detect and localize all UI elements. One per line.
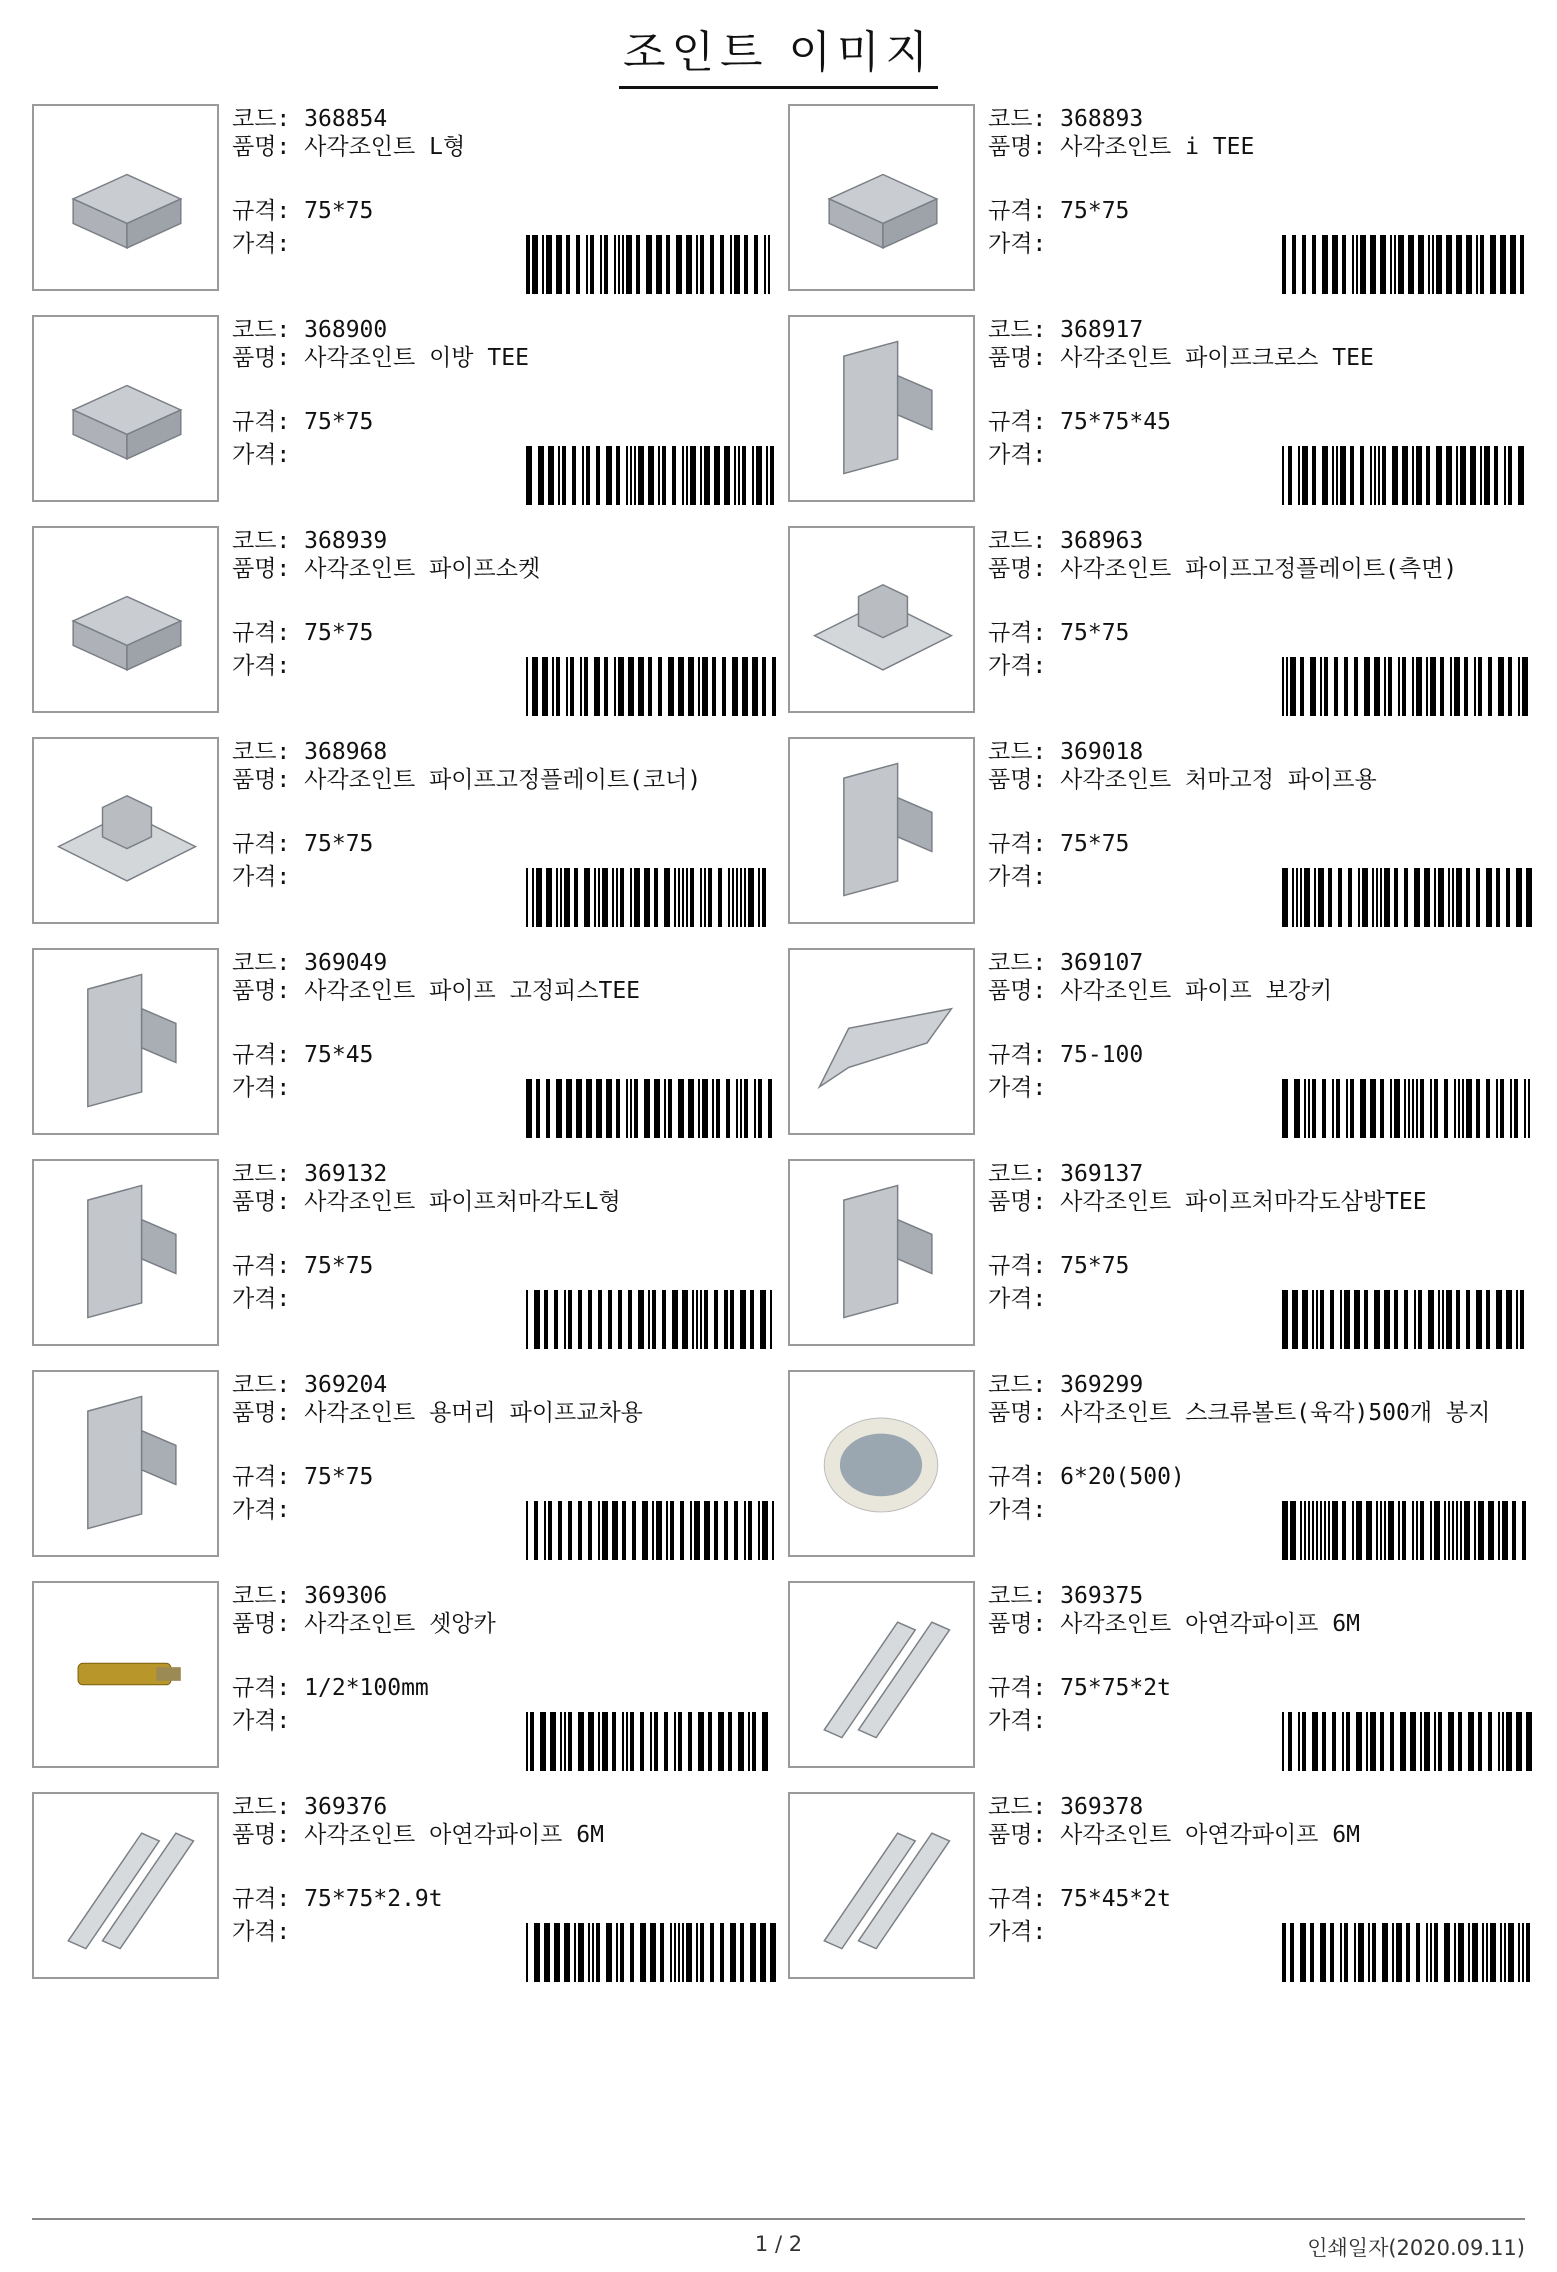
product-code: 369107 (1060, 950, 1144, 976)
name-label: 품명: (232, 978, 291, 1004)
product-name: 사각조인트 이방 TEE (304, 345, 529, 371)
product-barcode (1282, 1923, 1532, 1982)
name-label: 품명: (988, 1189, 1047, 1215)
product-code: 369378 (1060, 1794, 1144, 1820)
price-label: 가격: (232, 1708, 291, 1734)
product-name: 사각조인트 파이프처마각도L형 (304, 1189, 621, 1215)
eaves-angle-three-way-image (788, 1159, 975, 1346)
product-code: 369049 (304, 950, 388, 976)
price-label: 가격: (232, 1286, 291, 1312)
eaves-fixing-image (788, 737, 975, 924)
spec-label: 규격: (232, 1464, 291, 1490)
product-code: 369376 (304, 1794, 388, 1820)
product-barcode (526, 657, 776, 716)
spec-label: 규격: (988, 1253, 1047, 1279)
price-label: 가격: (232, 653, 291, 679)
price-label: 가격: (988, 442, 1047, 468)
product-spec: 75*75*45 (1060, 409, 1171, 435)
product-card (788, 1581, 1536, 1771)
code-label: 코드: (232, 1583, 291, 1609)
product-code: 368854 (304, 106, 388, 132)
product-card (32, 1792, 780, 1982)
name-label: 품명: (232, 1611, 291, 1637)
zinc-square-pipe-image (788, 1581, 975, 1768)
product-name: 사각조인트 L형 (304, 134, 466, 160)
product-card (32, 104, 780, 294)
code-label: 코드: (988, 528, 1047, 554)
price-label: 가격: (988, 231, 1047, 257)
product-code: 369299 (1060, 1372, 1144, 1398)
code-label: 코드: (988, 1372, 1047, 1398)
spec-label: 규격: (988, 1464, 1047, 1490)
code-label: 코드: (232, 1794, 291, 1820)
spec-label: 규격: (988, 409, 1047, 435)
product-spec: 75*75 (1060, 1253, 1130, 1279)
code-label: 코드: (988, 106, 1047, 132)
name-label: 품명: (232, 556, 291, 582)
price-label: 가격: (232, 231, 291, 257)
product-spec: 6*20(500) (1060, 1464, 1185, 1490)
product-name: 사각조인트 파이프고정플레이트(측면) (1060, 556, 1458, 582)
product-name: 사각조인트 파이프고정플레이트(코너) (304, 767, 702, 793)
l-joint-image (32, 104, 219, 291)
code-label: 코드: (232, 950, 291, 976)
product-card (788, 315, 1536, 505)
name-label: 품명: (232, 1189, 291, 1215)
price-label: 가격: (988, 1919, 1047, 1945)
name-label: 품명: (988, 978, 1047, 1004)
product-spec: 1/2*100mm (304, 1675, 429, 1701)
product-spec: 75*75*2t (1060, 1675, 1171, 1701)
product-card (788, 104, 1536, 294)
product-code: 368963 (1060, 528, 1144, 554)
product-barcode (1282, 446, 1532, 505)
price-label: 가격: (232, 1919, 291, 1945)
ridge-cross-image (32, 1370, 219, 1557)
spec-label: 규격: (232, 831, 291, 857)
product-barcode (526, 446, 776, 505)
product-barcode (1282, 1290, 1532, 1349)
print-date: 인쇄일자(2020.09.11) (1307, 2236, 1525, 2260)
name-label: 품명: (232, 1400, 291, 1426)
name-label: 품명: (988, 345, 1047, 371)
product-barcode (526, 1290, 776, 1349)
product-code: 369375 (1060, 1583, 1144, 1609)
product-spec: 75*75 (304, 1253, 374, 1279)
name-label: 품명: (232, 345, 291, 371)
spec-label: 규격: (988, 1675, 1047, 1701)
price-label: 가격: (232, 864, 291, 890)
product-spec: 75*45 (304, 1042, 374, 1068)
product-spec: 75*75 (304, 198, 374, 224)
product-code: 368917 (1060, 317, 1144, 343)
price-label: 가격: (988, 1075, 1047, 1101)
spec-label: 규격: (988, 831, 1047, 857)
product-card (788, 526, 1536, 716)
code-label: 코드: (232, 739, 291, 765)
code-label: 코드: (988, 1583, 1047, 1609)
code-label: 코드: (988, 950, 1047, 976)
name-label: 품명: (988, 1400, 1047, 1426)
product-code: 368893 (1060, 106, 1144, 132)
product-card (32, 1370, 780, 1560)
product-code: 369204 (304, 1372, 388, 1398)
product-name: 사각조인트 파이프소켓 (304, 556, 541, 582)
product-name: 사각조인트 파이프처마각도삼방TEE (1060, 1189, 1427, 1215)
price-label: 가격: (988, 1286, 1047, 1312)
product-code: 368939 (304, 528, 388, 554)
product-barcode (526, 1079, 776, 1138)
fixing-piece-tee-image (32, 948, 219, 1135)
eaves-angle-l-image (32, 1159, 219, 1346)
product-card (788, 1792, 1536, 1982)
product-barcode (526, 235, 776, 294)
footer-divider (32, 2218, 1525, 2220)
product-card (32, 1159, 780, 1349)
product-code: 369306 (304, 1583, 388, 1609)
code-label: 코드: (988, 1161, 1047, 1187)
product-code: 369137 (1060, 1161, 1144, 1187)
fixing-plate-side-image (788, 526, 975, 713)
page-title: 조인트 이미지 (0, 16, 1557, 89)
pipe-cross-tee-image (788, 315, 975, 502)
product-card (32, 315, 780, 505)
spec-label: 규격: (232, 1042, 291, 1068)
product-name: 사각조인트 스크류볼트(육각)500개 봉지 (1060, 1400, 1491, 1426)
pipe-socket-image (32, 526, 219, 713)
spec-label: 규격: (988, 1886, 1047, 1912)
price-label: 가격: (988, 1708, 1047, 1734)
code-label: 코드: (232, 1161, 291, 1187)
product-card (788, 1370, 1536, 1560)
zinc-square-pipe-image (32, 1792, 219, 1979)
product-name: 사각조인트 처마고정 파이프용 (1060, 767, 1377, 793)
product-name: 사각조인트 용머리 파이프교차용 (304, 1400, 643, 1426)
name-label: 품명: (988, 1822, 1047, 1848)
page-number: 1 / 2 (754, 2232, 803, 2256)
spec-label: 규격: (232, 198, 291, 224)
product-name: 사각조인트 아연각파이프 6M (1060, 1611, 1360, 1637)
name-label: 품명: (988, 767, 1047, 793)
product-barcode (1282, 868, 1532, 927)
product-card (32, 948, 780, 1138)
product-name: 사각조인트 아연각파이프 6M (1060, 1822, 1360, 1848)
product-barcode (1282, 1079, 1532, 1138)
product-name: 사각조인트 파이프크로스 TEE (1060, 345, 1374, 371)
name-label: 품명: (988, 556, 1047, 582)
product-barcode (526, 1712, 776, 1771)
product-barcode (526, 1501, 776, 1560)
product-spec: 75-100 (1060, 1042, 1144, 1068)
product-spec: 75*75 (304, 1464, 374, 1490)
price-label: 가격: (988, 653, 1047, 679)
name-label: 품명: (232, 134, 291, 160)
code-label: 코드: (232, 106, 291, 132)
zinc-square-pipe-image (788, 1792, 975, 1979)
product-name: 사각조인트 i TEE (1060, 134, 1255, 160)
spec-label: 규격: (232, 620, 291, 646)
product-spec: 75*75 (1060, 198, 1130, 224)
product-code: 369018 (1060, 739, 1144, 765)
product-card (32, 526, 780, 716)
name-label: 품명: (232, 1822, 291, 1848)
code-label: 코드: (988, 1794, 1047, 1820)
product-name: 사각조인트 파이프 고정피스TEE (304, 978, 641, 1004)
product-spec: 75*75*2.9t (304, 1886, 443, 1912)
fixing-plate-corner-image (32, 737, 219, 924)
price-label: 가격: (988, 864, 1047, 890)
price-label: 가격: (988, 1497, 1047, 1523)
name-label: 품명: (988, 134, 1047, 160)
code-label: 코드: (232, 528, 291, 554)
product-spec: 75*75 (304, 620, 374, 646)
spec-label: 규격: (232, 1675, 291, 1701)
product-name: 사각조인트 아연각파이프 6M (304, 1822, 604, 1848)
spec-label: 규격: (232, 1253, 291, 1279)
product-spec: 75*75 (1060, 831, 1130, 857)
spec-label: 규격: (988, 1042, 1047, 1068)
spec-label: 규격: (988, 198, 1047, 224)
product-barcode (1282, 1712, 1532, 1771)
set-anchor-image (32, 1581, 219, 1768)
product-barcode (526, 1923, 776, 1982)
product-spec: 75*75 (1060, 620, 1130, 646)
product-name: 사각조인트 파이프 보강키 (1060, 978, 1333, 1004)
product-spec: 75*45*2t (1060, 1886, 1171, 1912)
code-label: 코드: (988, 317, 1047, 343)
reinforcement-key-image (788, 948, 975, 1135)
product-barcode (1282, 1501, 1532, 1560)
product-barcode (1282, 235, 1532, 294)
price-label: 가격: (232, 1075, 291, 1101)
product-name: 사각조인트 셋앙카 (304, 1611, 496, 1637)
product-code: 368900 (304, 317, 388, 343)
name-label: 품명: (988, 1611, 1047, 1637)
product-barcode (1282, 657, 1532, 716)
code-label: 코드: (232, 317, 291, 343)
code-label: 코드: (988, 739, 1047, 765)
product-card (32, 1581, 780, 1771)
price-label: 가격: (232, 442, 291, 468)
spec-label: 규격: (232, 409, 291, 435)
spec-label: 규격: (232, 1886, 291, 1912)
product-barcode (526, 868, 776, 927)
price-label: 가격: (232, 1497, 291, 1523)
code-label: 코드: (232, 1372, 291, 1398)
product-spec: 75*75 (304, 831, 374, 857)
spec-label: 규격: (988, 620, 1047, 646)
product-card (788, 1159, 1536, 1349)
name-label: 품명: (232, 767, 291, 793)
product-code: 369132 (304, 1161, 388, 1187)
i-tee-joint-image (788, 104, 975, 291)
product-card (788, 737, 1536, 927)
screw-bolt-bag-image (788, 1370, 975, 1557)
two-way-tee-image (32, 315, 219, 502)
product-spec: 75*75 (304, 409, 374, 435)
product-code: 368968 (304, 739, 388, 765)
product-card (788, 948, 1536, 1138)
product-card (32, 737, 780, 927)
